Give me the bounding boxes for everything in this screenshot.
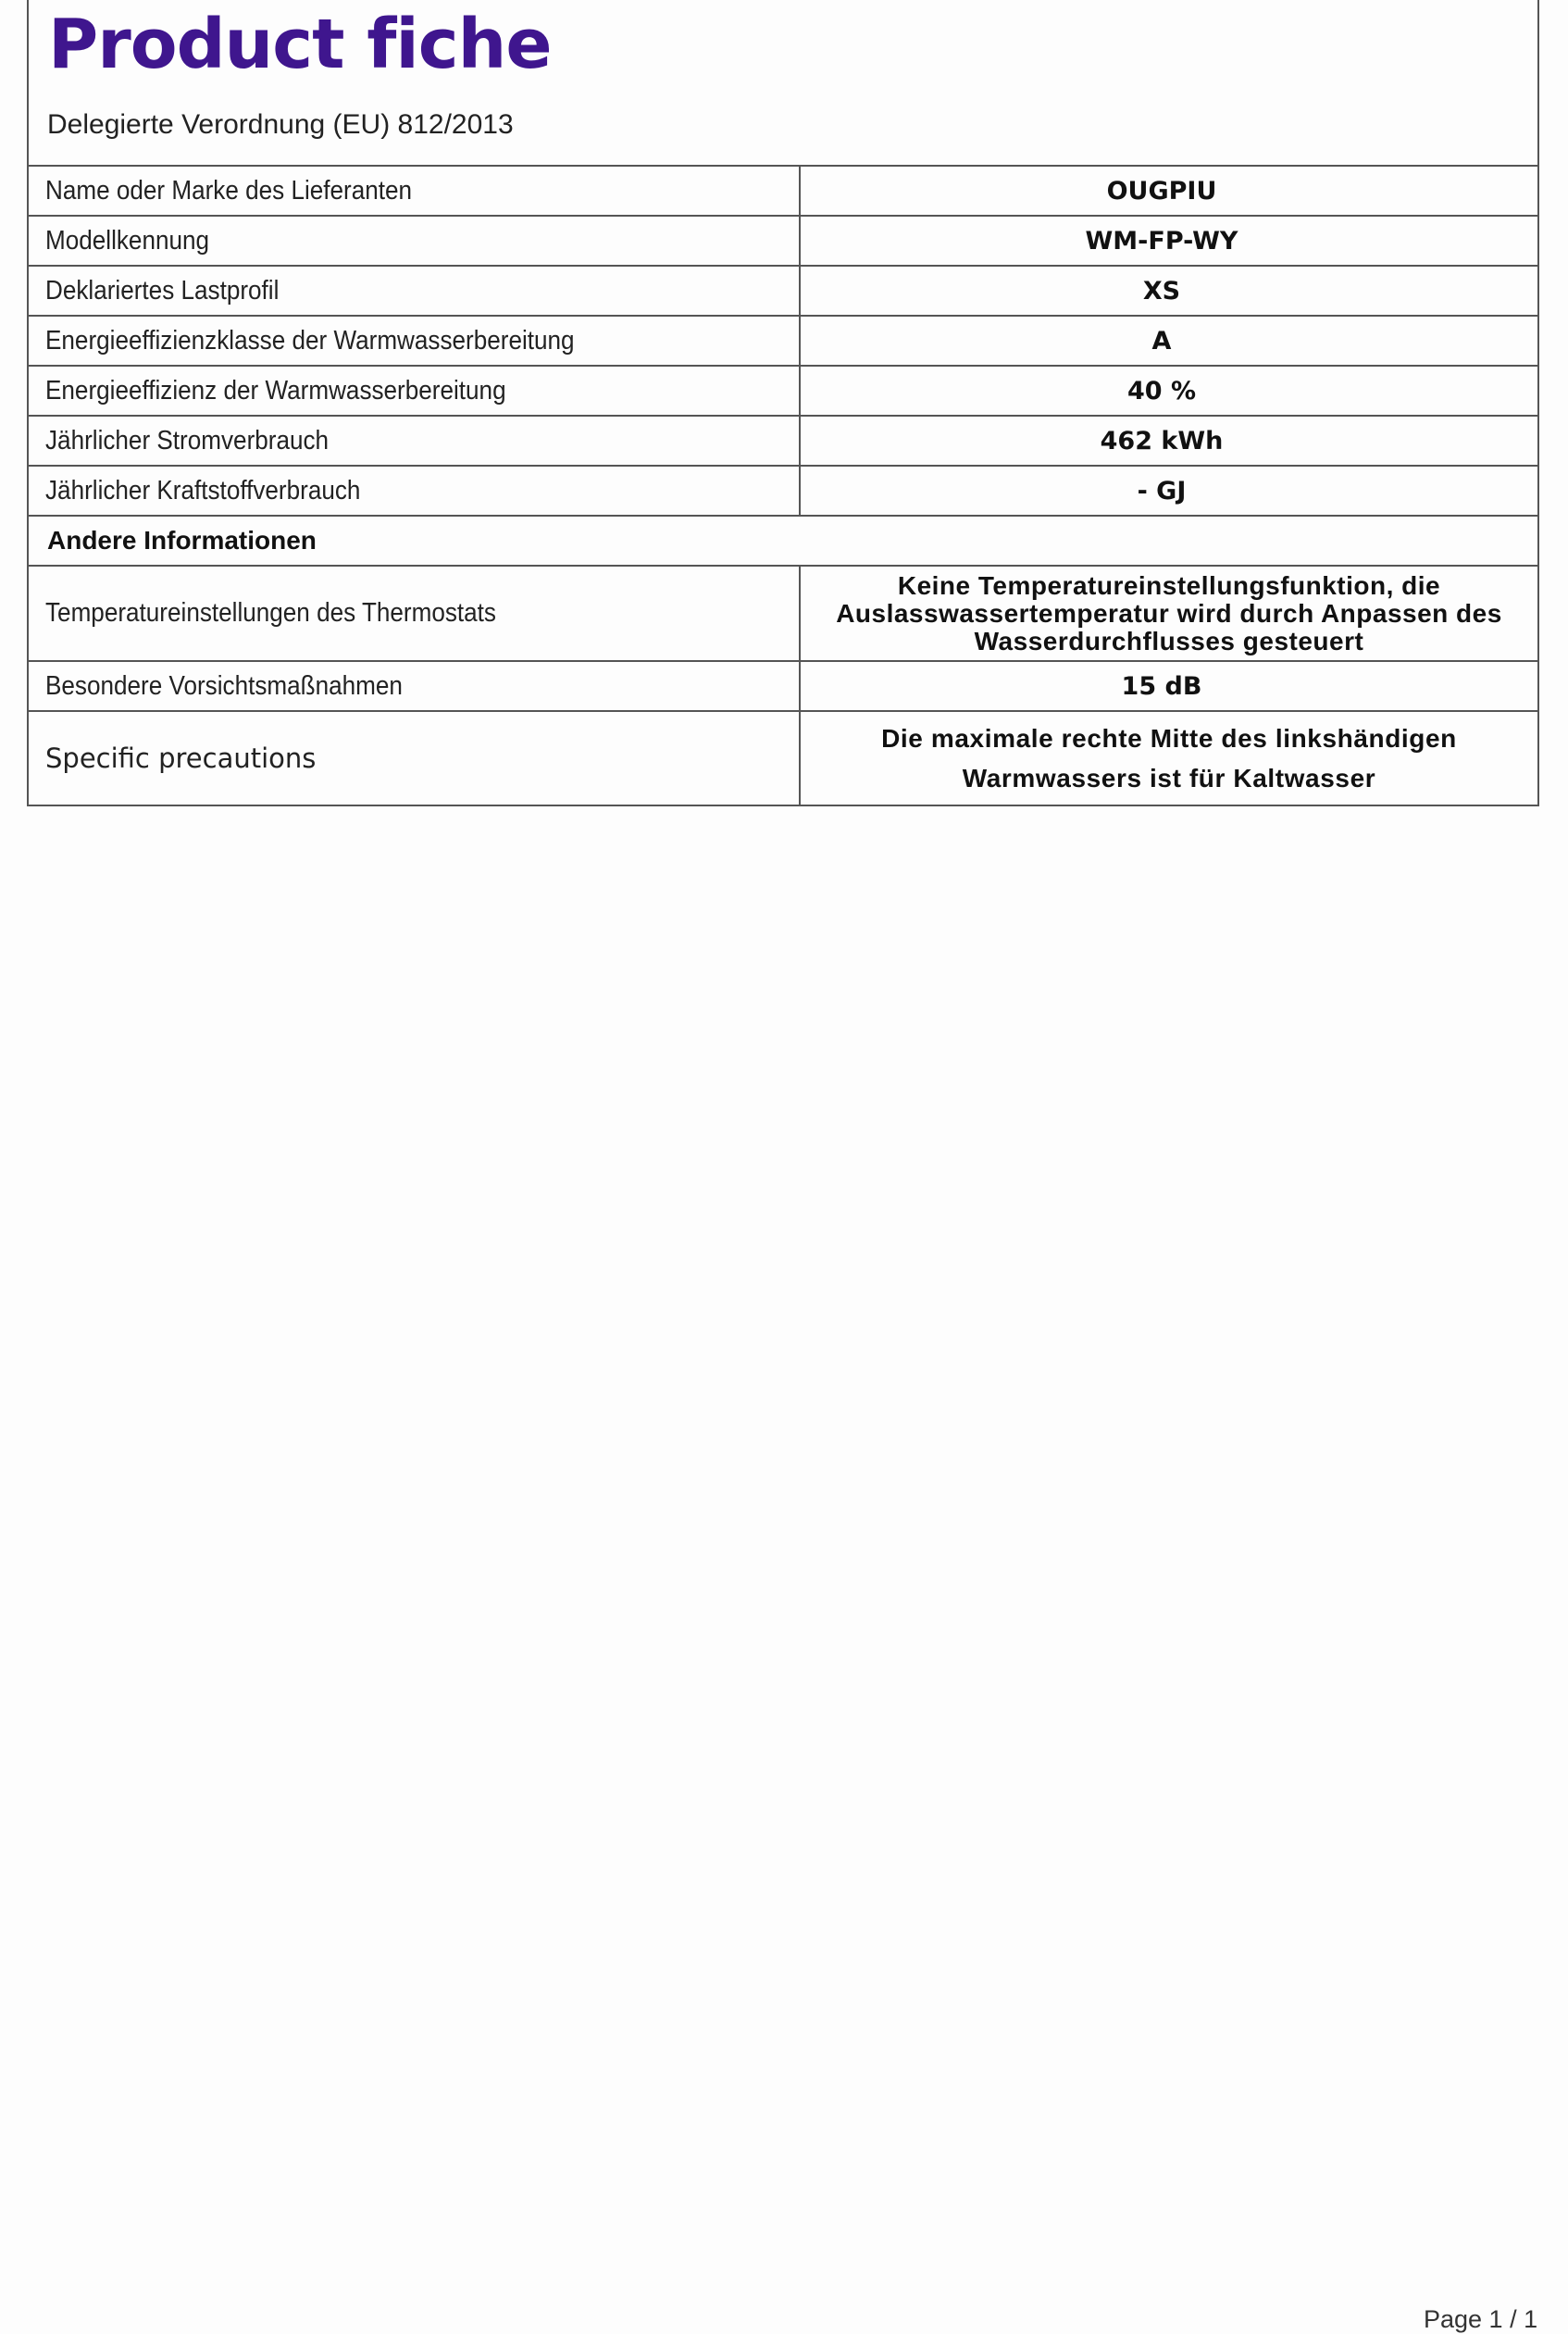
row-label: Jährlicher Stromverbrauch: [28, 416, 800, 466]
table-row-precautions-de: [28, 661, 1538, 711]
row-value: [800, 711, 1538, 805]
row-value: OUGPIU: [800, 166, 1538, 216]
row-label: Specific precautions: [28, 711, 800, 805]
table-row-electricity: [28, 416, 1538, 466]
row-value: 15 dB: [800, 661, 1538, 711]
page-number: Page 1 / 1: [1424, 2305, 1538, 2333]
table-row-efficiency-class: [28, 316, 1538, 366]
row-value: 40 %: [800, 366, 1538, 416]
table-row-fuel: [28, 466, 1538, 516]
table-row-supplier: [28, 166, 1538, 216]
table-row-precautions-en: [28, 711, 1538, 805]
row-value: WM-FP-WY: [800, 216, 1538, 266]
row-value: [800, 566, 1538, 661]
regulation-reference: Delegierte Verordnung (EU) 812/2013: [47, 109, 514, 140]
row-value: 462 kWh: [800, 416, 1538, 466]
row-value: A: [800, 316, 1538, 366]
section-heading-row: [28, 516, 1538, 566]
row-label: Energieeffizienzklasse der Warmwasserbereitung: [28, 316, 800, 366]
value-line: Warmwassers ist für Kaltwasser: [962, 764, 1376, 793]
row-label: Besondere Vorsichtsmaßnahmen: [28, 661, 800, 711]
row-label: Energieeffizienz der Warmwasserbereitung: [28, 366, 800, 416]
row-label: Temperatureinstellungen des Thermostats: [28, 566, 800, 661]
row-label: Name oder Marke des Lieferanten: [28, 166, 800, 216]
table-row-model: [28, 216, 1538, 266]
header-box: [27, 0, 1539, 165]
fiche-table: [27, 165, 1539, 806]
row-label: Deklariertes Lastprofil: [28, 266, 800, 316]
product-fiche-sheet: [27, 0, 1539, 806]
value-line: Keine Temperatureinstellungsfunktion, die: [897, 570, 1441, 600]
section-heading: Andere Informationen: [28, 516, 1538, 566]
row-label: Modellkennung: [28, 216, 800, 266]
value-line: Auslasswassertemperatur wird durch Anpassen des: [836, 598, 1502, 628]
page-title: Product fiche: [48, 5, 552, 84]
table-row-efficiency: [28, 366, 1538, 416]
table-row-load-profile: [28, 266, 1538, 316]
value-line: Die maximale rechte Mitte des linkshändigen: [881, 724, 1457, 753]
row-value: - GJ: [800, 466, 1538, 516]
row-value: XS: [800, 266, 1538, 316]
table-row-thermostat: [28, 566, 1538, 661]
row-label: Jährlicher Kraftstoffverbrauch: [28, 466, 800, 516]
value-line: Wasserdurchflusses gesteuert: [974, 626, 1364, 655]
